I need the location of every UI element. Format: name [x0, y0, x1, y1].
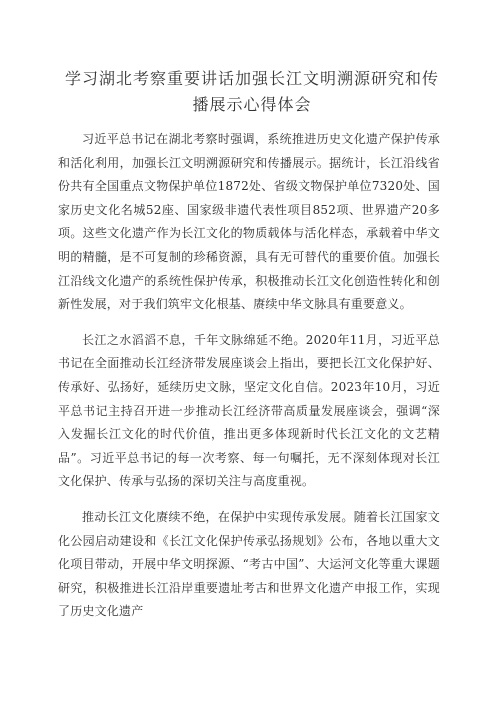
title-line-1: 学习湖北考察重要讲话加强长江文明溯源研究和传: [64, 69, 439, 88]
document-title: [60, 66, 444, 118]
paragraph-3: 推动长江文化赓续不绝，在保护中实现传承发展。随着长江国家文化公园启动建设和《长江文化保护传承弘扬规划》公布，各地以重大文化项目带动，开展中华文明探源、“考古中国”、大运河文化等重大课题研究，积极推进长江沿岸重要遗址考古和世界文化遗产申报工作，实现了历史文化遗产: [58, 509, 440, 619]
document-body: [58, 128, 440, 636]
paragraph-1: 习近平总书记在湖北考察时强调，系统推进历史文化遗产保护传承和活化利用，加强长江文明溯源研究和传播展示。据统计，长江沿线省份共有全国重点文物保护单位1872处、省级文物保护单位7320处、国家历史文化名城52座、国家级非遗代表性项目852项、世界遗产20多项。这些文化遗产作为长江文化的物质载体与活化样态，承载着中华文明的精髓，是不可复制的珍稀资源，具有无可替代的重要价值。加强长江沿线文化遗产的系统性保护传承，积极推动长江文化创造性转化和创新性发展，对于我们筑牢文化根基、赓续中华文脉具有重要意义。: [58, 132, 440, 312]
paragraph-2: 长江之水滔滔不息，千年文脉绵延不绝。2020年11月，习近平总书记在全面推动长江经济带发展座谈会上指出，要把长江文化保护好、传承好、弘扬好，延续历史文脉，坚定文化自信。2023年10月，习近平总书记主持召开进一步推动长江经济带高质量发展座谈会，强调“深入发掘长江文化的时代价值，推出更多体现新时代长江文化的文艺精品”。习近平总书记的每一次考察、每一句嘱托，无不深刻体现对长江文化保护、传承与弘扬的深切关注与高度重视。: [58, 332, 440, 489]
title-line-2: 播展示心得体会: [192, 95, 312, 114]
